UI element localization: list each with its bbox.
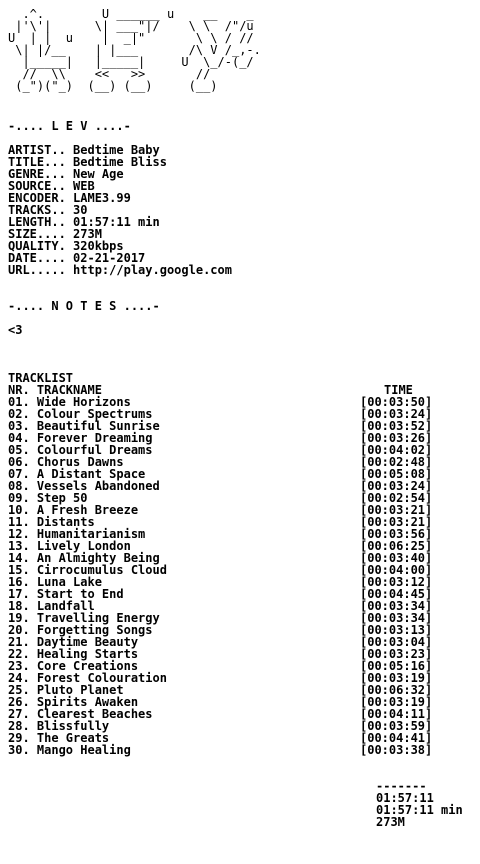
- track-name: 07. A Distant Space: [8, 467, 146, 481]
- total-time-min: 01:57:11 min: [376, 803, 463, 817]
- track-name: 29. The Greats: [8, 731, 110, 745]
- column-header-time: TIME: [384, 383, 413, 397]
- track-time: [00:05:16]: [360, 659, 433, 673]
- track-name: 12. Humanitarianism: [8, 527, 146, 541]
- track-time: [00:04:45]: [360, 587, 433, 601]
- track-time: [00:06:32]: [360, 683, 433, 697]
- info-date: DATE.... 02-21-2017: [8, 251, 146, 265]
- track-name: 02. Colour Spectrums: [8, 407, 153, 421]
- track-time: [00:03:34]: [360, 599, 433, 613]
- header-section: [8, 120, 131, 132]
- totals-separator: -------: [376, 779, 427, 793]
- track-list: [8, 396, 448, 756]
- track-time: [00:03:19]: [360, 671, 433, 685]
- track-name: 17. Start to End: [8, 587, 124, 601]
- track-name: 13. Lively London: [8, 539, 131, 553]
- track-time: [00:02:48]: [360, 455, 433, 469]
- track-time: [00:03:13]: [360, 623, 433, 637]
- info-url: URL..... http://play.google.com: [8, 263, 232, 277]
- track-name: 23. Core Creations: [8, 659, 139, 673]
- total-size: 273M: [376, 815, 405, 829]
- track-name: 05. Colourful Dreams: [8, 443, 153, 457]
- track-name: 06. Chorus Dawns: [8, 455, 124, 469]
- track-name: 08. Vessels Abandoned: [8, 479, 160, 493]
- info-length: LENGTH.. 01:57:11 min: [8, 215, 160, 229]
- track-time: [00:04:11]: [360, 707, 433, 721]
- track-name: 27. Clearest Beaches: [8, 707, 153, 721]
- tracklist-title: TRACKLIST: [8, 371, 74, 385]
- track-name: 01. Wide Horizons: [8, 395, 131, 409]
- track-name: 21. Daytime Beauty: [8, 635, 139, 649]
- track-time: [00:03:40]: [360, 551, 433, 565]
- track-time: [00:05:08]: [360, 467, 433, 481]
- track-name: 22. Healing Starts: [8, 647, 139, 661]
- track-time: [00:03:59]: [360, 719, 433, 733]
- total-time: 01:57:11: [376, 791, 434, 805]
- info-quality: QUALITY. 320kbps: [8, 239, 124, 253]
- track-name: 19. Travelling Energy: [8, 611, 160, 625]
- track-name: 11. Distants: [8, 515, 95, 529]
- track-name: 26. Spirits Awaken: [8, 695, 139, 709]
- table-row: [8, 744, 448, 756]
- notes-title: -.... N O T E S ....-: [8, 299, 160, 313]
- track-time: [00:03:24]: [360, 407, 433, 421]
- track-time: [00:04:02]: [360, 443, 433, 457]
- track-time: [00:03:50]: [360, 395, 433, 409]
- column-header-trackname: NR. TRACKNAME: [8, 383, 102, 397]
- track-time: [00:03:24]: [360, 479, 433, 493]
- info-size: SIZE.... 273M: [8, 227, 102, 241]
- track-time: [00:02:54]: [360, 491, 433, 505]
- info-encoder: ENCODER. LAME3.99: [8, 191, 131, 205]
- track-name: 16. Luna Lake: [8, 575, 102, 589]
- track-time: [00:06:25]: [360, 539, 433, 553]
- track-name: 15. Cirrocumulus Cloud: [8, 563, 167, 577]
- track-time: [00:03:23]: [360, 647, 433, 661]
- track-name: 30. Mango Healing: [8, 743, 131, 757]
- track-time: [00:03:34]: [360, 611, 433, 625]
- header-title: -.... L E V ....-: [8, 119, 131, 133]
- tracklist: [8, 372, 448, 756]
- track-time: [00:04:00]: [360, 563, 433, 577]
- info-title: TITLE... Bedtime Bliss: [8, 155, 167, 169]
- notes-body: [8, 324, 22, 336]
- track-name: 24. Forest Colouration: [8, 671, 167, 685]
- track-time: [00:03:38]: [360, 743, 433, 757]
- track-time: [00:03:56]: [360, 527, 433, 541]
- track-time: [00:03:04]: [360, 635, 433, 649]
- track-time: [00:03:19]: [360, 695, 433, 709]
- notes-text: <3: [8, 323, 23, 337]
- track-name: 03. Beautiful Sunrise: [8, 419, 160, 433]
- track-name: 09. Step 50: [8, 491, 88, 505]
- track-name: 28. Blissfully: [8, 719, 110, 733]
- ascii-logo: .^. U ______ u __ _ |'\'| \| ___"|/ \ \ /"/u U | | u | _|" \ \ / // \| |/__ | |___ /\ V /_,-. |_____| |_____| U \_/-(_/ // \\ << >> // (_")("_) (__) (__) (__): [8, 7, 261, 93]
- info-source: SOURCE.. WEB: [8, 179, 95, 193]
- info-genre: GENRE... New Age: [8, 167, 124, 181]
- track-name: 10. A Fresh Breeze: [8, 503, 139, 517]
- track-name: 14. An Almighty Being: [8, 551, 160, 565]
- track-time: [00:04:41]: [360, 731, 433, 745]
- notes-section: [8, 300, 160, 312]
- track-name: 18. Landfall: [8, 599, 95, 613]
- totals-section: [376, 780, 463, 828]
- track-time: [00:03:52]: [360, 419, 433, 433]
- info-tracks: TRACKS.. 30: [8, 203, 88, 217]
- info-artist: ARTIST.. Bedtime Baby: [8, 143, 160, 157]
- track-time: [00:03:21]: [360, 503, 433, 517]
- track-name: 04. Forever Dreaming: [8, 431, 153, 445]
- track-name: 25. Pluto Planet: [8, 683, 124, 697]
- track-name: 20. Forgetting Songs: [8, 623, 153, 637]
- track-time: [00:03:21]: [360, 515, 433, 529]
- track-time: [00:03:26]: [360, 431, 433, 445]
- release-info: [8, 144, 232, 276]
- track-time: [00:03:12]: [360, 575, 433, 589]
